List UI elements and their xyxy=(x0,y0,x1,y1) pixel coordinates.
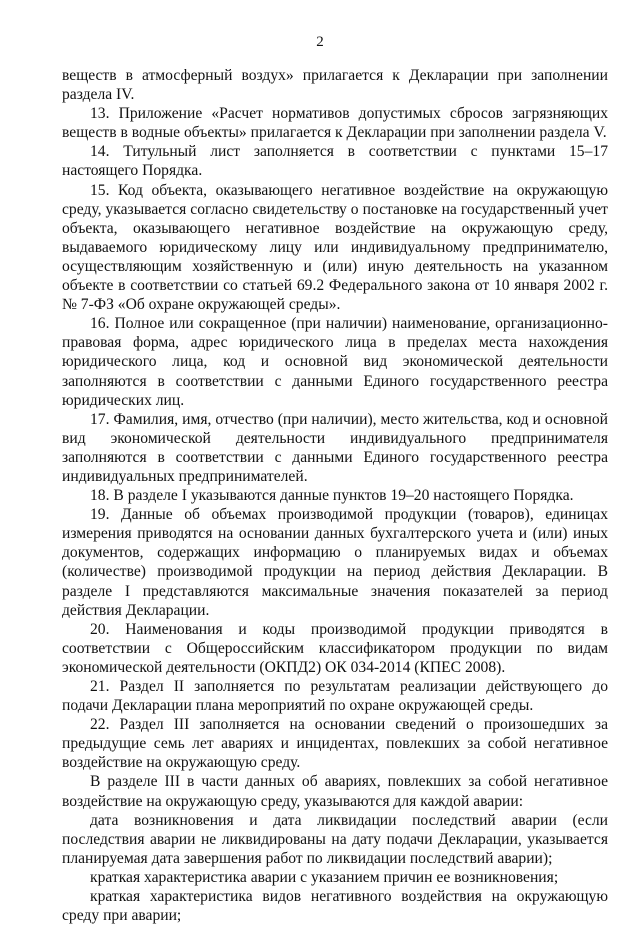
paragraph: 15. Код объекта, оказывающего негативное воздействие на окружающую среду, указывается согласно свидетельству о постановке на государственный учет объекта, оказывающего негативное воздействие на окружающую среду, выдаваемого юридическому лицу или индивидуальному предпринимателю, осуществляющим хозяйственную и (или) иную деятельность на указанном объекте в соответствии со статьей 69.2 Федерального закона от 10 января 2002 г. № 7-ФЗ «Об охране окружающей среды». xyxy=(62,181,608,314)
paragraph: краткая характеристика видов негативного воздействия на окружающую среду при аварии; xyxy=(62,888,608,925)
paragraph: 16. Полное или сокращенное (при наличии) наименование, организационно-правовая форма, адрес юридического лица в пределах места нахождения юридического лица, код и основной вид экономической деятельности заполняются в соответствии с данными Единого государственного реестра юридических лиц. xyxy=(62,315,608,409)
paragraph: дата возникновения и дата ликвидации последствий аварии (если последствия аварии не ликвидированы на дату подачи Декларации, указывается планируемая дата завершения работ по ликвидации последствий аварии); xyxy=(62,811,608,867)
paragraph: 13. Приложение «Расчет нормативов допустимых сбросов загрязняющих веществ в водные объекты» прилагается к Декларации при заполнении раздела V. xyxy=(62,105,608,142)
paragraph: краткая характеристика аварии с указанием причин ее возникновения; xyxy=(90,868,559,886)
paragraph: 22. Раздел III заполняется на основании сведений о произошедших за предыдущие семь лет авариях и инцидентах, повлекших за собой негативное воздействие на окружающую среду. xyxy=(62,716,608,772)
paragraph: 19. Данные об объемах производимой продукции (товаров), единицах измерения приводятся на основании данных бухгалтерского учета и (или) иных документов, содержащих информацию о планируемых видах и объемах (количестве) производимой продукции на период действия Декларации. В разделе I представляются максимальные значения показателей за период действия Декларации. xyxy=(62,506,608,619)
paragraph: В разделе III в части данных об авариях, повлекших за собой негативное воздействие на окружающую среду, указываются для каждой аварии: xyxy=(62,773,608,810)
paragraph: 21. Раздел II заполняется по результатам реализации действующего до подачи Декларации плана мероприятий по охране окружающей среды. xyxy=(62,678,608,715)
page-number: 2 xyxy=(316,34,324,50)
paragraph: 17. Фамилия, имя, отчество (при наличии), место жительства, код и основной вид экономической деятельности индивидуального предпринимателя заполняются в соответствии с данными Единого государственного реестра индивидуальных предпринимателей. xyxy=(62,410,608,485)
paragraph: 20. Наименования и коды производимой продукции приводятся в соответствии с Общероссийским классификатором продукции по видам экономической деятельности (ОКПД2) ОК 034-2014 (КПЕС 2008). xyxy=(62,620,608,676)
document-body xyxy=(62,66,608,925)
paragraph: 18. В разделе I указываются данные пунктов 19–20 настоящего Порядка. xyxy=(90,487,574,505)
paragraph: веществ в атмосферный воздух» прилагается к Декларации при заполнении раздела IV. xyxy=(62,67,608,104)
paragraph: 14. Титульный лист заполняется в соответствии с пунктами 15–17 настоящего Порядка. xyxy=(62,143,608,180)
